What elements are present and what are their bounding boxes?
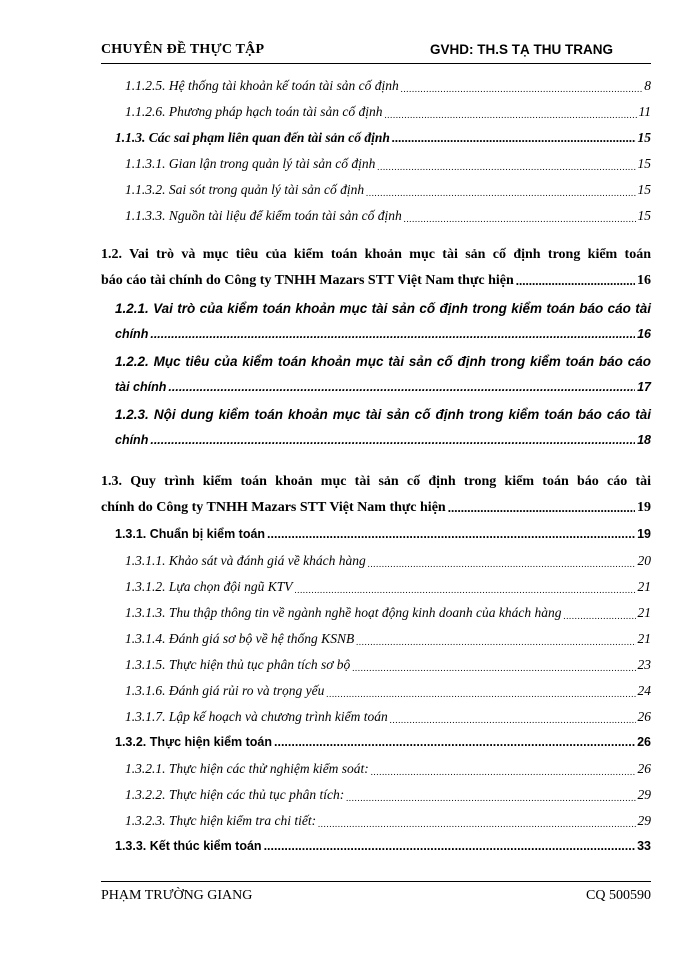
toc-entry-title: 1.3.1.6. Đánh giá rủi ro và trọng yếu — [125, 683, 325, 698]
toc-entry[interactable] — [125, 761, 651, 777]
toc-entry-title: báo cáo tài chính do Công ty TNHH Mazars STT Việt Nam thực hiện — [101, 273, 514, 288]
toc-entry[interactable] — [125, 156, 651, 172]
toc-entry-page: 11 — [638, 104, 651, 119]
toc-entry[interactable] — [125, 709, 651, 725]
toc-entry-title: 1.3.1.4. Đánh giá sơ bộ về hệ thống KSNB — [125, 631, 355, 646]
toc-entry-title: chính do Công ty TNHH Mazars STT Việt Nam thực hiện — [101, 500, 446, 515]
toc-entry-title: 1.3.2.2. Thực hiện các thủ tục phân tích: — [125, 787, 345, 802]
toc-leader-dots — [295, 585, 636, 595]
toc-entry[interactable] — [115, 839, 651, 853]
toc-leader-dots — [371, 767, 636, 777]
toc-entry-page: 26 — [637, 709, 651, 724]
toc-entry-title: 1.1.3.1. Gian lận trong quản lý tài sản cố định — [125, 156, 376, 171]
toc-entry-title: chính — [115, 327, 149, 341]
toc-entry-page: 21 — [637, 631, 651, 646]
toc-section-title-line1[interactable]: 1.2. Vai trò và mục tiêu của kiểm toán khoản mục tài sản cố định trong kiểm toán — [101, 247, 651, 262]
toc-entry[interactable] — [125, 605, 651, 621]
toc-entry[interactable] — [125, 657, 651, 673]
toc-leader-dots — [366, 188, 635, 198]
toc-leader-dots — [377, 162, 635, 172]
toc-leader-dots — [516, 273, 635, 289]
toc-subsection-title-line1[interactable]: 1.2.1. Vai trò của kiểm toán khoản mục tài sản cố định trong kiểm toán báo cáo tài — [115, 301, 651, 316]
toc-subsection-title-line1[interactable]: 1.2.3. Nội dung kiểm toán khoản mục tài sản cố định trong kiểm toán báo cáo tài — [115, 407, 651, 422]
toc-leader-dots — [274, 735, 635, 749]
toc-entry[interactable] — [115, 380, 651, 394]
toc-entry[interactable] — [115, 527, 651, 541]
toc-entry-title: 1.3.2.1. Thực hiện các thử nghiệm kiểm soát: — [125, 761, 369, 776]
header-advisor: GVHD: TH.S TẠ THU TRANG — [430, 42, 613, 57]
toc-entry-title: 1.1.3. Các sai phạm liên quan đến tài sản cố định — [115, 130, 390, 145]
toc-entry-page: 23 — [637, 657, 651, 672]
toc-entry-page: 24 — [637, 683, 651, 698]
toc-section-title-line1[interactable]: 1.3. Quy trình kiểm toán khoản mục tài sản cố định trong kiểm toán báo cáo tài — [101, 474, 651, 489]
toc-leader-dots — [346, 793, 635, 803]
toc-entry-title: 1.3.3. Kết thúc kiểm toán — [115, 839, 262, 853]
toc-entry-page: 15 — [637, 156, 651, 171]
header-title: CHUYÊN ĐỀ THỰC TẬP — [101, 42, 265, 57]
toc-leader-dots — [404, 214, 636, 224]
toc-entry[interactable] — [125, 813, 651, 829]
toc-entry-page: 26 — [637, 761, 651, 776]
toc-entry-page: 15 — [637, 208, 651, 223]
toc-leader-dots — [318, 819, 635, 829]
toc-entry[interactable] — [101, 273, 651, 289]
toc-entry-title: 1.3.1.7. Lập kế hoạch và chương trình kiểm toán — [125, 709, 388, 724]
toc-entry-title: chính — [115, 433, 149, 447]
toc-entry-title: 1.3.1.3. Thu thập thông tin về ngành nghề hoạt động kinh doanh của khách hàng — [125, 605, 562, 620]
toc-entry-page: 29 — [637, 787, 651, 802]
toc-entry-page: 21 — [637, 579, 651, 594]
toc-leader-dots — [401, 84, 643, 94]
toc-leader-dots — [150, 327, 635, 341]
toc-entry[interactable] — [125, 104, 651, 120]
toc-entry-page: 16 — [637, 327, 651, 341]
toc-leader-dots — [352, 663, 635, 673]
toc-entry-title: 1.1.2.6. Phương pháp hạch toán tài sản cố định — [125, 104, 383, 119]
toc-entry-page: 15 — [637, 130, 651, 145]
toc-leader-dots — [563, 611, 635, 621]
toc-leader-dots — [326, 689, 635, 699]
toc-entry-page: 19 — [637, 527, 651, 541]
toc-entry-page: 18 — [637, 433, 651, 447]
toc-entry-title: 1.1.2.5. Hệ thống tài khoản kế toán tài sản cố định — [125, 78, 399, 93]
toc-leader-dots — [267, 527, 635, 541]
toc-entry[interactable] — [115, 130, 651, 146]
toc-entry-page: 26 — [637, 735, 651, 749]
toc-entry-page: 29 — [637, 813, 651, 828]
toc-entry[interactable] — [125, 579, 651, 595]
toc-leader-dots — [150, 433, 635, 447]
toc-entry[interactable] — [115, 735, 651, 749]
toc-entry[interactable] — [125, 553, 651, 569]
toc-entry[interactable] — [125, 683, 651, 699]
footer-class-code: CQ 500590 — [586, 888, 651, 903]
toc-subsection-title-line1[interactable]: 1.2.2. Mục tiêu của kiểm toán khoản mục tài sản cố định trong kiểm toán báo cáo — [115, 354, 651, 369]
toc-entry-title: 1.1.3.2. Sai sót trong quản lý tài sản cố định — [125, 182, 365, 197]
toc-entry-title: 1.3.1. Chuẩn bị kiểm toán — [115, 527, 266, 541]
toc-entry-page: 33 — [637, 839, 651, 853]
toc-entry[interactable] — [101, 500, 651, 516]
toc-entry-page: 8 — [644, 78, 651, 93]
toc-entry[interactable] — [125, 631, 651, 647]
toc-entry[interactable] — [125, 787, 651, 803]
toc-entry-page: 21 — [637, 605, 651, 620]
toc-leader-dots — [368, 559, 636, 569]
toc-entry-title: 1.3.1.1. Khảo sát và đánh giá về khách hàng — [125, 553, 366, 568]
toc-entry[interactable] — [125, 182, 651, 198]
toc-entry-title: tài chính — [115, 380, 167, 394]
toc-entry-page: 15 — [637, 182, 651, 197]
toc-entry[interactable] — [125, 78, 651, 94]
toc-leader-dots — [392, 130, 636, 146]
toc-entry-title: 1.3.1.2. Lựa chọn đội ngũ KTV — [125, 579, 293, 594]
toc-entry-page: 20 — [637, 553, 651, 568]
toc-leader-dots — [168, 380, 635, 394]
toc-entry-title: 1.3.1.5. Thực hiện thủ tục phân tích sơ bộ — [125, 657, 351, 672]
toc-leader-dots — [385, 110, 637, 120]
toc-entry-page: 16 — [637, 273, 651, 288]
toc-leader-dots — [264, 839, 636, 853]
toc-entry[interactable] — [125, 208, 651, 224]
toc-entry-page: 17 — [637, 380, 651, 394]
toc-entry[interactable] — [115, 433, 651, 447]
footer-divider — [101, 881, 651, 882]
toc-entry-page: 19 — [637, 500, 651, 515]
toc-entry[interactable] — [115, 327, 651, 341]
toc-entry-title: 1.3.2.3. Thực hiện kiểm tra chi tiết: — [125, 813, 317, 828]
toc-leader-dots — [448, 500, 635, 516]
toc-leader-dots — [390, 715, 636, 725]
toc-leader-dots — [356, 637, 635, 647]
toc-entry-title: 1.3.2. Thực hiện kiểm toán — [115, 735, 273, 749]
toc-entry-title: 1.1.3.3. Nguồn tài liệu để kiểm toán tài sản cố định — [125, 208, 402, 223]
footer-author: PHẠM TRƯỜNG GIANG — [101, 888, 253, 903]
